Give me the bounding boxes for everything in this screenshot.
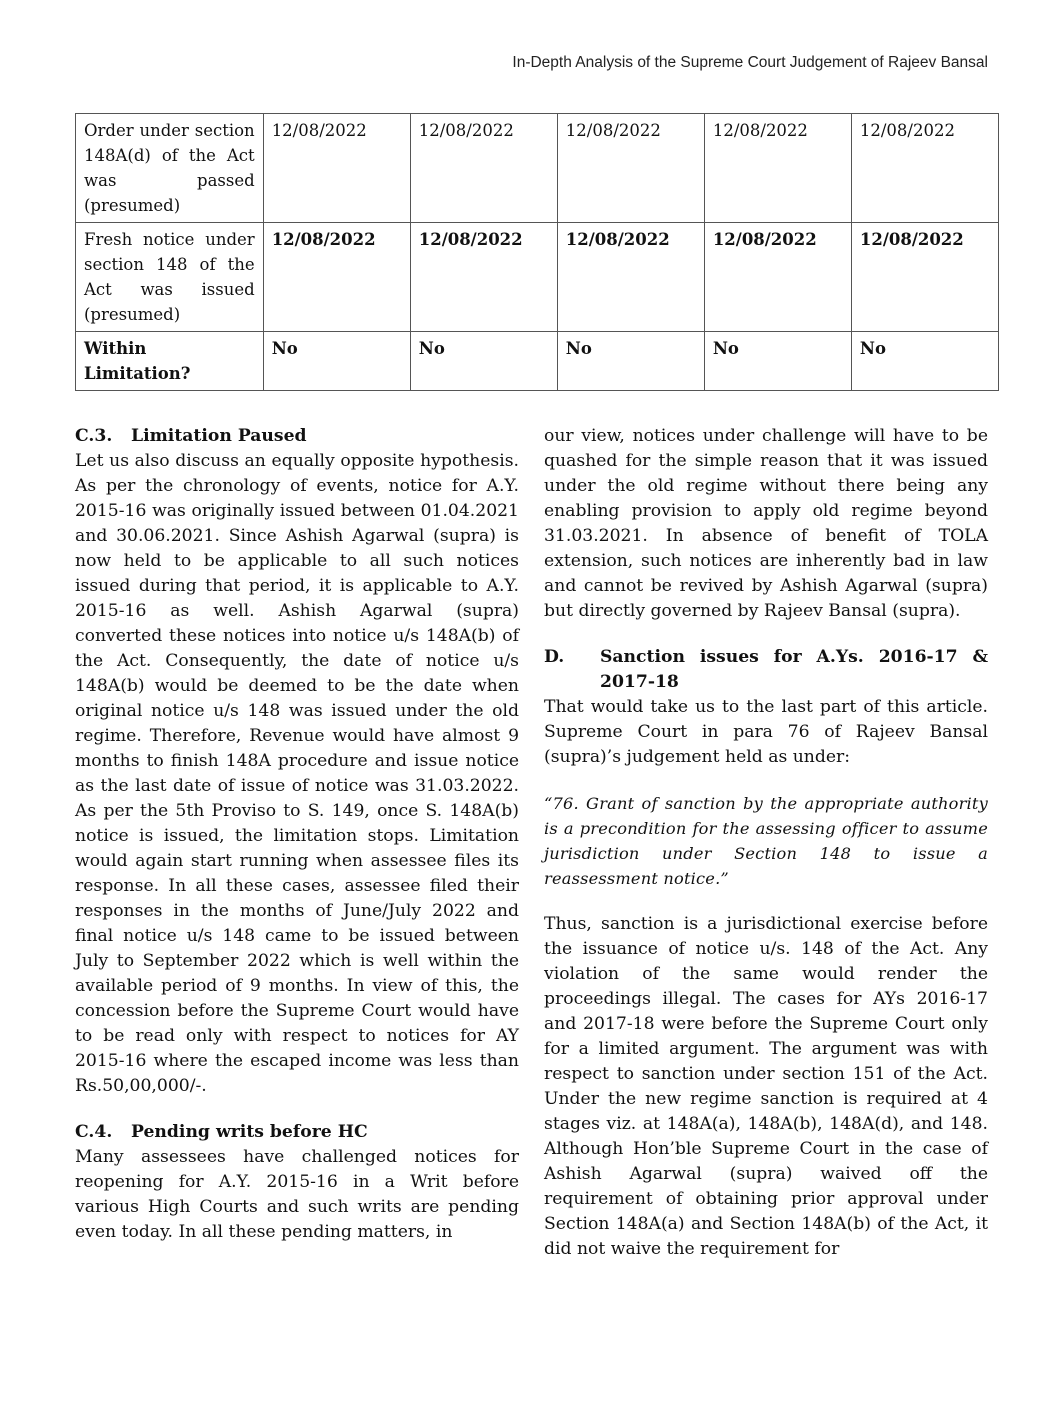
table-cell: 12/08/2022	[704, 114, 851, 223]
row-label: Order under section 148A(d) of the Act was passed (presumed)	[76, 114, 264, 223]
section-body-c4-continued: our view, notices under challenge will have to be quashed for the simple reason that it was issued under the old regime without there being any enabling provision to apply old regime beyond 31.03.2021. In absence of benefit of TOLA extension, such notices are inherently bad in law and cannot be revived by Ashish Agarwal (supra) but directly governed by Rajeev Bansal (supra).	[544, 426, 988, 621]
table-cell: 12/08/2022	[410, 223, 557, 332]
section-body-c3: Let us also discuss an equally opposite hypothesis. As per the chronology of events, notice for A.Y. 2015-16 was originally issued between 01.04.2021 and 30.06.2021. Since Ashish Agarwal (supra) is now held to be applicable to all such notices issued during that period, it is applicable to A.Y. 2015-16 as well. Ashish Agarwal (supra) converted these notices into notice u/s 148A(b) of the Act. Consequently, the date of notice u/s 148A(b) would be deemed to be the date when original notice u/s 148 was issued under the old regime. Therefore, Revenue would have almost 9 months to finish 148A procedure and issue notice as the last date of issue of notice was 31.03.2022. As per the 5th Proviso to S. 149, once S. 148A(b) notice is issued, the limitation stops. Limitation would again start running when assessee files its response. In all these cases, assessee filed their responses in the months of June/July 2022 and final notice u/s 148 came to be issued between July to September 2022 which is well within the available period of 9 months. In view of this, the concession before the Supreme Court would have to be read only with respect to notices for AY 2015-16 where the escaped income was less than Rs.50,00,000/-.	[75, 451, 519, 1096]
row-label: Fresh notice under section 148 of the Act was issued (presumed)	[76, 223, 264, 332]
table-cell: No	[557, 332, 704, 391]
section-number: D.	[544, 647, 565, 667]
right-column	[544, 424, 988, 1262]
section-body-c4: Many assessees have challenged notices for reopening for A.Y. 2015-16 in a Writ before various High Courts and such writs are pending even today. In all these pending matters, in	[75, 1147, 519, 1242]
table-cell: 12/08/2022	[263, 223, 410, 332]
left-column	[75, 424, 519, 1245]
block-quote: “76. Grant of sanction by the appropriate authority is a precondition for the assessing officer to assume jurisdiction under Section 148 to issue a reassessment notice.”	[544, 794, 988, 888]
table-cell: 12/08/2022	[557, 223, 704, 332]
section-number: C.4.	[75, 1122, 113, 1142]
row-label: Within Limitation?	[76, 332, 264, 391]
section-heading-c3	[75, 424, 519, 449]
section-heading-c4	[75, 1120, 519, 1145]
section-heading-d	[544, 645, 988, 695]
section-number: C.3.	[75, 426, 113, 446]
section-title: Limitation Paused	[131, 426, 307, 446]
table-cell: 12/08/2022	[851, 223, 998, 332]
section-body-d: Thus, sanction is a jurisdictional exercise before the issuance of notice u/s. 148 of the Act. Any violation of the same would render the proceedings illegal. The cases for AYs 2016-17 and 2017-18 were before the Supreme Court only for a limited argument. The argument was with respect to sanction under section 151 of the Act. Under the new regime sanction is required at 4 stages viz. at 148A(a), 148A(b), 148A(d), and 148. Although Hon’ble Supreme Court in the case of Ashish Agarwal (supra) waived off the requirement of obtaining prior approval under Section 148A(a) and Section 148A(b) of the Act, it did not waive the requirement for	[544, 914, 988, 1259]
table-cell: 12/08/2022	[704, 223, 851, 332]
section-intro-d: That would take us to the last part of this article. Supreme Court in para 76 of Rajeev Bansal (supra)’s judgement held as under:	[544, 697, 988, 767]
table-cell: 12/08/2022	[557, 114, 704, 223]
table-cell: No	[851, 332, 998, 391]
section-title: Pending writs before HC	[131, 1122, 368, 1142]
running-header: In-Depth Analysis of the Supreme Court Judgement of Rajeev Bansal	[512, 54, 988, 71]
limitation-table	[75, 113, 999, 391]
table-cell: No	[263, 332, 410, 391]
section-title: Sanction issues for A.Ys. 2016-17 & 2017-18	[600, 647, 988, 692]
table-cell: 12/08/2022	[851, 114, 998, 223]
table-row	[76, 332, 999, 391]
table-cell: No	[704, 332, 851, 391]
table-cell: 12/08/2022	[263, 114, 410, 223]
table-row	[76, 223, 999, 332]
table-cell: 12/08/2022	[410, 114, 557, 223]
table-row	[76, 114, 999, 223]
table-cell: No	[410, 332, 557, 391]
